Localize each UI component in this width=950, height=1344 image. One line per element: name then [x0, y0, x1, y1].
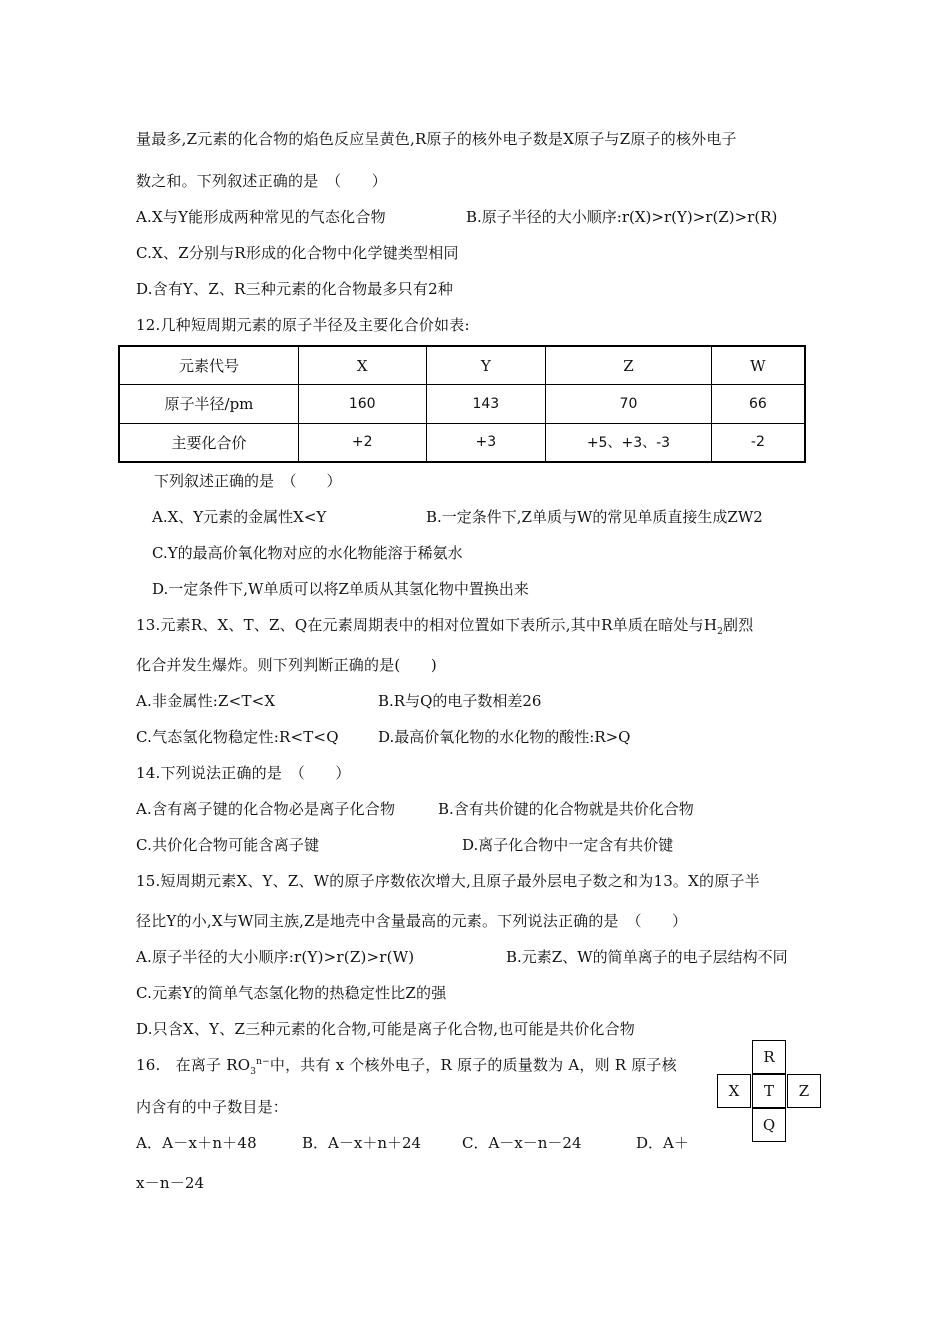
- q13-line2: 化合并发生爆炸。则下列判断正确的是( ): [136, 656, 437, 674]
- q16-option-d: D．A＋: [636, 1134, 689, 1152]
- q12-option-c: C.Y的最高价氧化物对应的水化物能溶于稀氨水: [152, 544, 463, 562]
- table-cell: +5、+3、-3: [546, 423, 712, 462]
- q11-line2: 数之和。下列叙述正确的是 （ ）: [136, 172, 387, 190]
- element-table: [118, 345, 806, 463]
- q11-option-b: B.原子半径的大小顺序:r(X)>r(Y)>r(Z)>r(R): [466, 208, 778, 226]
- q14-stem: 14.下列说法正确的是 （ ）: [136, 764, 351, 782]
- q15-option-c: C.元素Y的简单气态氢化物的热稳定性比Z的强: [136, 984, 447, 1002]
- table-cell: 主要化合价: [119, 423, 298, 462]
- q12-stem: 12.几种短周期元素的原子半径及主要化合价如表:: [136, 316, 470, 334]
- table-header-cell: X: [298, 346, 426, 385]
- grid-cell-center: T: [752, 1074, 786, 1108]
- q14-option-a: A.含有离子键的化合物必是离子化合物: [136, 800, 396, 818]
- q14-option-d: D.离子化合物中一定含有共价键: [462, 836, 674, 854]
- q13-option-b: B.R与Q的电子数相差26: [378, 692, 542, 710]
- q12-option-b: B.一定条件下,Z单质与W的常见单质直接生成ZW2: [426, 508, 763, 526]
- table-cell: 143: [426, 385, 546, 423]
- q16-option-a: A．A－x＋n＋48: [136, 1134, 257, 1152]
- table-row: [119, 346, 805, 385]
- q11-option-c: C.X、Z分别与R形成的化合物中化学键类型相同: [136, 244, 459, 262]
- q12-question: 下列叙述正确的是 （ ）: [154, 472, 342, 490]
- table-cell: +2: [298, 423, 426, 462]
- grid-cell-bottom: Q: [752, 1108, 786, 1142]
- q13-option-c: C.气态氢化物稳定性:R<T<Q: [136, 728, 339, 746]
- q14-option-b: B.含有共价键的化合物就是共价化合物: [438, 800, 694, 818]
- q15-option-a: A.原子半径的大小顺序:r(Y)>r(Z)>r(W): [136, 948, 415, 966]
- q15-line1: 15.短周期元素X、Y、Z、W的原子序数依次增大,且原子最外层电子数之和为13。X的原子半: [136, 872, 760, 890]
- q15-line2: 径比Y的小,X与W同主族,Z是地壳中含量最高的元素。下列说法正确的是 （ ）: [136, 912, 688, 930]
- q16-option-d-cont: x－n－24: [136, 1174, 205, 1192]
- table-header-cell: Y: [426, 346, 546, 385]
- table-cell: 66: [711, 385, 805, 423]
- periodic-position-grid: [717, 1040, 821, 1144]
- q16-option-b: B．A－x＋n＋24: [302, 1134, 422, 1152]
- table-cell: 原子半径/pm: [119, 385, 298, 423]
- q11-line1: 量最多,Z元素的化合物的焰色反应呈黄色,R原子的核外电子数是X原子与Z原子的核外电子: [136, 130, 737, 148]
- q12-option-a: A.X、Y元素的金属性X<Y: [152, 508, 327, 526]
- q15-option-b: B.元素Z、W的简单离子的电子层结构不同: [506, 948, 788, 966]
- grid-cell-top: R: [752, 1040, 786, 1074]
- table-header-cell: Z: [546, 346, 712, 385]
- table-row: [119, 423, 805, 462]
- q16-line1: 16. 在离子 $RO_3^{n-}$中，共有 x 个核外电子，R 原子的质量数为 A，则 R 原子核: [136, 1056, 677, 1077]
- q13-option-a: A.非金属性:Z<T<X: [136, 692, 276, 710]
- q13-line1: 13.元素R、X、T、Z、Q在元素周期表中的相对位置如下表所示,其中R单质在暗处与$H_2$剧烈: [136, 616, 754, 637]
- table-cell: -2: [711, 423, 805, 462]
- q14-option-c: C.共价化合物可能含离子键: [136, 836, 320, 854]
- q16-option-c: C．A－x－n－24: [462, 1134, 582, 1152]
- table-row: [119, 385, 805, 423]
- table-cell: +3: [426, 423, 546, 462]
- table-cell: 160: [298, 385, 426, 423]
- table-header-cell: W: [711, 346, 805, 385]
- q12-option-d: D.一定条件下,W单质可以将Z单质从其氢化物中置换出来: [152, 580, 529, 598]
- table-header-cell: 元素代号: [119, 346, 298, 385]
- grid-cell-left: X: [717, 1074, 751, 1108]
- q11-option-d: D.含有Y、Z、R三种元素的化合物最多只有2种: [136, 280, 454, 298]
- q13-option-d: D.最高价氧化物的水化物的酸性:R>Q: [378, 728, 631, 746]
- table-cell: 70: [546, 385, 712, 423]
- grid-cell-right: Z: [787, 1074, 821, 1108]
- q16-line2: 内含有的中子数目是：: [136, 1098, 289, 1116]
- q11-option-a: A.X与Y能形成两种常见的气态化合物: [136, 208, 386, 226]
- q15-option-d: D.只含X、Y、Z三种元素的化合物,可能是离子化合物,也可能是共价化合物: [136, 1020, 636, 1038]
